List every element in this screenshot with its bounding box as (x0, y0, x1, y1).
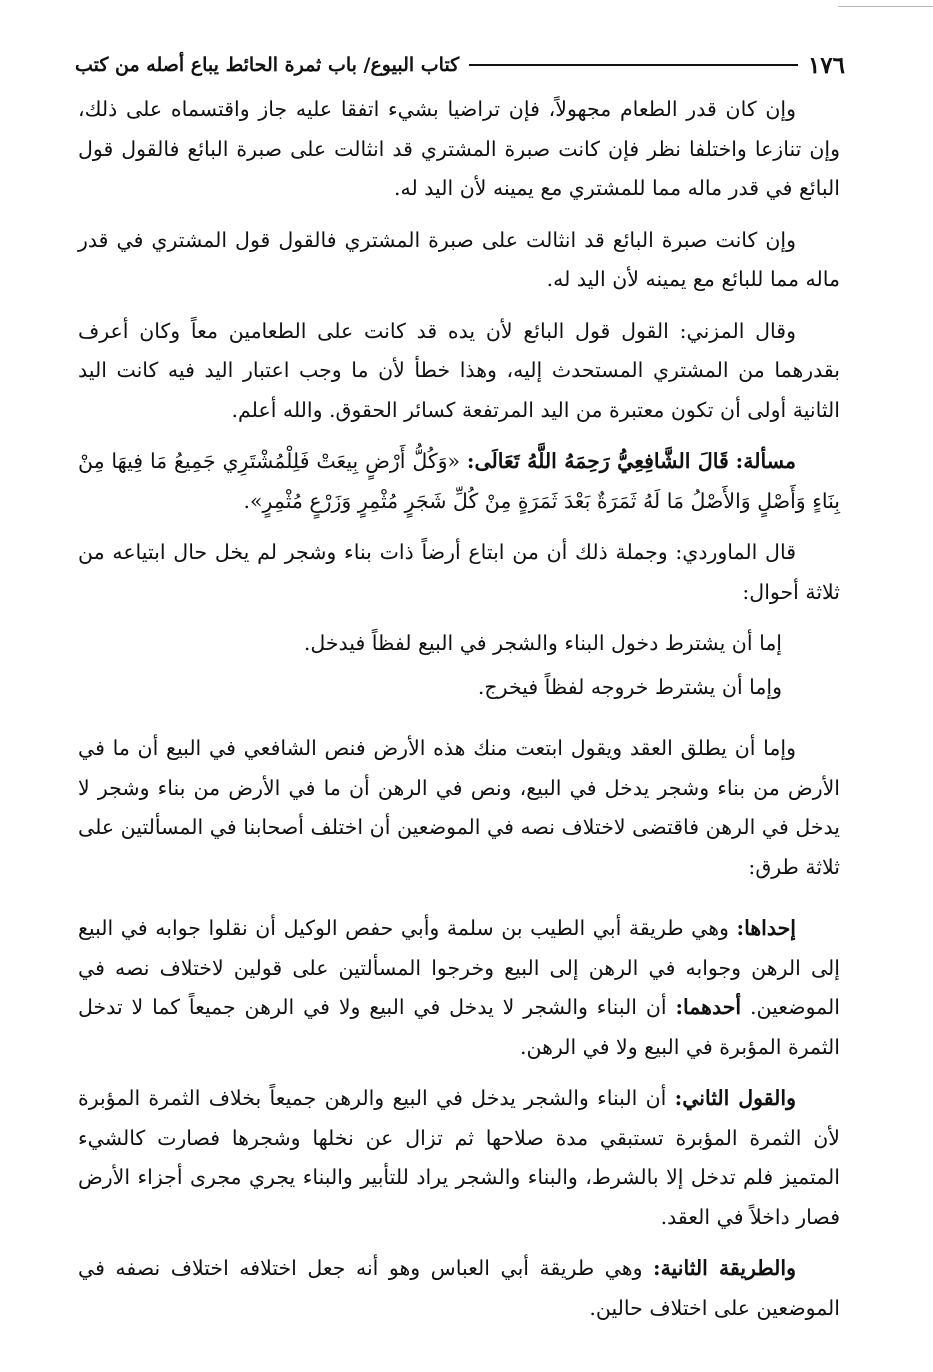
header-rule (469, 64, 798, 66)
paragraph-muzani-view: وقال المزني: القول قول البائع لأن يده قد كانت على الطعامين معاً وكان أعرف بقدرهما من المشتري المستحدث إليه، وهذا خطأ لأن ما وجب اعتبار اليد فيه كانت اليد الثانية أولى أن تكون معتبرة من اليد المرتفعة كسائر الحقوق. والله أعلم. (78, 318, 840, 422)
paragraph-seller-heap: وإن كانت صبرة البائع قد انثالت على صبرة المشتري فالقول قول المشتري في قدر ماله مما للبائع مع يمينه لأن اليد له. (78, 227, 840, 291)
first-opinion-label: أحدهما: (675, 995, 742, 1019)
second-method-label: والطريقة الثانية: (653, 1256, 796, 1280)
second-method-text: وهي طريقة أبي العباس وهو أنه جعل اختلافه اختلاف نصفه في الموضعين على اختلاف حالين. (78, 1256, 840, 1320)
running-title: كتاب البيوع/ باب ثمرة الحائط يباع أصله من كتب (75, 54, 460, 76)
paragraph-first-method (78, 909, 840, 1067)
page-header (75, 44, 845, 86)
paragraph-second-method (78, 1249, 840, 1328)
case-one: إما أن يشترط دخول البناء والشجر في البيع لفظاً فيدخل. (303, 631, 782, 655)
paragraph-mawardi: قال الماوردي: وجملة ذلك أن من ابتاع أرضاً ذات بناء وشجر لم يخل حال ابتياعه من ثلاثة أحوال: (78, 540, 840, 604)
second-opinion-text: أن البناء والشجر يدخل في البيع والرهن جميعاً بخلاف الثمرة المؤبرة لأن الثمرة المؤبرة تستبقي مدة صلاحها ثم تزال عن نخلها وشجرها فصارت كالشيء المتميز فلم تدخل إلا بالشرط، والبناء والشجر يراد للتأبير والبناء يجري مجرى أجزاء الأرض فصار داخلاً في العقد. (78, 1086, 840, 1229)
page-number: ١٧٦ (807, 51, 845, 79)
first-method-text: وهي طريقة أبي الطيب بن سلمة وأبي حفص الوكيل أن نقلوا جوابه في البيع إلى الرهن وجوابه في الرهن إلى البيع وخرجوا المسألتين على قولين لاختلاف نصه في الموضعين. (78, 916, 840, 1019)
case-two: وإما أن يشترط خروجه لفظاً فيخرج. (477, 674, 782, 699)
scan-corner-mark (838, 6, 933, 7)
page-body (78, 90, 840, 1340)
shafii-attribution: قَالَ الشَّافِعِيُّ رَحِمَهُ اللَّهُ تَعَالَى: (466, 449, 729, 473)
second-opinion-label: والقول الثاني: (674, 1086, 796, 1110)
paragraph-masala (78, 442, 840, 521)
shafii-quote: «وَكُلُّ أَرْضٍ بِيعَتْ فَلِلْمُشْتَرِي جَمِيعُ مَا فِيهَا مِنْ بِنَاءٍ وَأَصْلٍ وَالأَصْلُ مَا لَهُ ثَمَرَةٌ بَعْدَ ثَمَرَةٍ مِنْ كُلِّ شَجَرٍ مُثْمِرٍ وَزَرْعٍ مُثْمِرٍ». (78, 449, 840, 513)
paragraph-case-three: وإما أن يطلق العقد ويقول ابتعت منك هذه الأرض فنص الشافعي في البيع أن ما في الأرض من بناء وشجر يدخل في البيع، ونص في الرهن أن ما في الأرض من بناء وشجر لا يدخل في الرهن فاقتضى لاختلاف نصه في الموضعين أن اختلف أصحابنا في المسألتين على ثلاثة طرق: (78, 736, 840, 879)
first-opinion-text: أن البناء والشجر لا يدخل في البيع ولا في الرهن جميعاً كما لا تدخل الثمرة المؤبرة في البيع ولا في الرهن. (78, 995, 840, 1059)
masala-label: مسألة: (735, 449, 796, 473)
paragraph-second-opinion (78, 1079, 840, 1237)
paragraph-unknown-quantity: وإن كان قدر الطعام مجهولاً، فإن تراضيا بشيء اتفقا عليه جاز واقتسماه على ذلك، وإن تنازعا واختلفا نظر فإن كانت صبرة المشتري قد انثالت على صبرة البائع فالقول قول البائع في قدر ماله مما للمشتري مع يمينه لأن اليد له. (78, 97, 840, 200)
first-method-label: إحداها: (736, 916, 796, 940)
